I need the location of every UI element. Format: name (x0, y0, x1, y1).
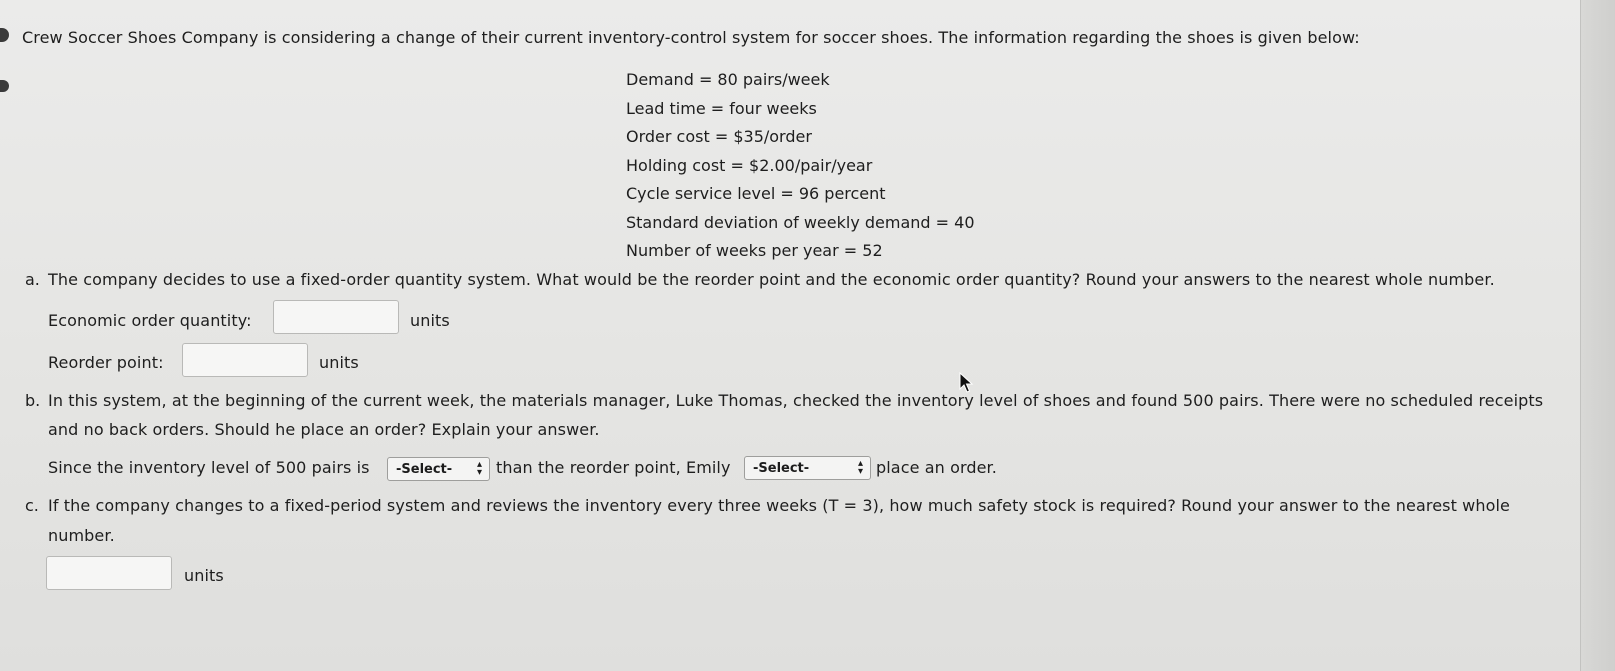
part-b-marker: b. (25, 391, 41, 410)
right-panel-edge (1580, 0, 1615, 671)
part-b-question-line1: In this system, at the beginning of the current week, the materials manager, Luke Thomas, checked the inventory level of shoes and found 500 pairs. There were no scheduled receipts (48, 391, 1544, 410)
reorder-point-input[interactable] (182, 343, 308, 377)
select-arrows-icon: ▴ ▾ (857, 458, 863, 477)
left-margin-marker (0, 28, 9, 42)
comparison-select-value: -Select- (396, 461, 453, 477)
given-weeks-per-year: Number of weeks per year = 52 (626, 241, 883, 260)
given-demand: Demand = 80 pairs/week (626, 70, 830, 89)
part-a-marker: a. (25, 270, 40, 289)
reorder-point-label: Reorder point: (48, 353, 164, 372)
part-c-question-line2: number. (48, 526, 115, 545)
part-c-marker: c. (25, 496, 39, 515)
given-data-list (626, 66, 975, 266)
left-margin-marker (0, 80, 9, 92)
eoq-label: Economic order quantity: (48, 311, 252, 330)
decision-select[interactable] (744, 456, 871, 480)
select-arrows-icon: ▴ ▾ (476, 459, 482, 478)
given-order-cost: Order cost = $35/order (626, 127, 812, 146)
part-b-sentence-end: place an order. (876, 458, 997, 477)
eoq-unit: units (410, 311, 450, 330)
mouse-cursor-icon (958, 372, 974, 394)
part-b-sentence-start: Since the inventory level of 500 pairs is (48, 458, 370, 477)
given-std-dev-demand: Standard deviation of weekly demand = 40 (626, 212, 975, 232)
part-b-question-line2: and no back orders. Should he place an order? Explain your answer. (48, 420, 600, 439)
part-c-question-line1: If the company changes to a fixed-period system and reviews the inventory every three weeks (T = 3), how much safety stock is required? Round your answer to the nearest whole (48, 496, 1510, 515)
part-a-question: The company decides to use a fixed-order quantity system. What would be the reorder point and the economic order quantity? Round your answers to the nearest whole number. (48, 270, 1495, 289)
given-holding-cost: Holding cost = $2.00/pair/year (626, 155, 873, 175)
safety-stock-unit: units (184, 566, 224, 585)
safety-stock-input[interactable] (46, 556, 172, 590)
decision-select-value: -Select- (753, 460, 810, 476)
part-b-sentence-middle: than the reorder point, Emily (496, 458, 731, 477)
given-lead-time: Lead time = four weeks (626, 98, 817, 118)
given-cycle-service-level: Cycle service level = 96 percent (626, 184, 886, 203)
comparison-select[interactable] (387, 457, 490, 481)
problem-intro: Crew Soccer Shoes Company is considering a change of their current inventory-control system for soccer shoes. The information regarding the shoes is given below: (22, 28, 1360, 47)
eoq-input[interactable] (273, 300, 399, 334)
reorder-point-unit: units (319, 353, 359, 372)
